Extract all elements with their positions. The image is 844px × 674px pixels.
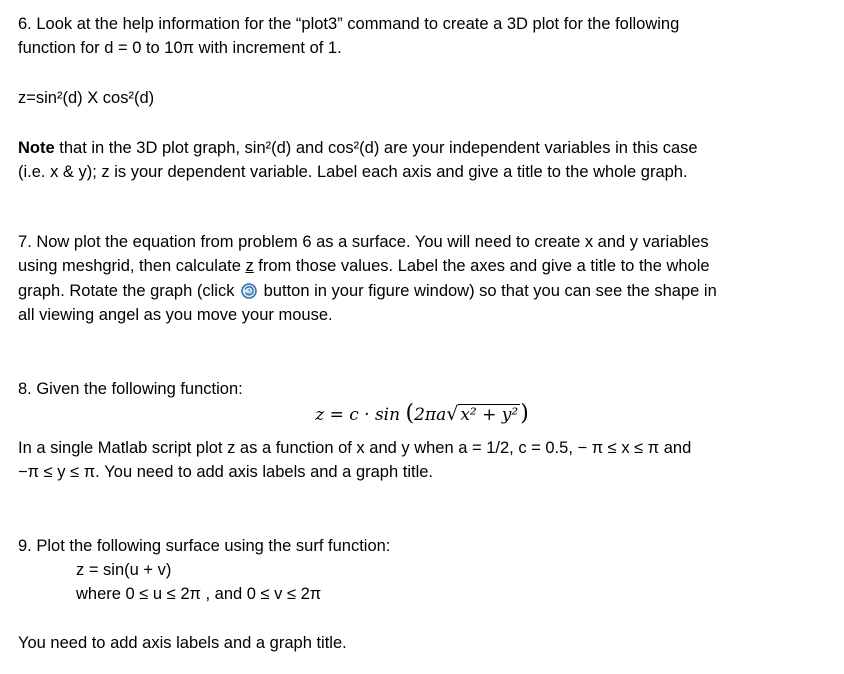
q7-line-3-end: button in your figure window) so that you can see the shape in: [259, 282, 717, 300]
q8-line-2: In a single Matlab script plot z as a function of x and y when a = 1/2, c = 0.5, − π ≤ x ≤ π and: [18, 439, 692, 457]
q7-line-3-start: graph. Rotate the graph (click: [18, 282, 240, 300]
q7-line-1: 7. Now plot the equation from problem 6 as a surface. You will need to create x and y variables: [18, 233, 709, 251]
close-paren: ): [520, 401, 529, 426]
square-root: [446, 402, 520, 427]
q6-note-line-1: [18, 138, 698, 158]
q7-z-variable: z: [245, 257, 254, 275]
q6-note-text: that in the 3D plot graph, sin²(d) and cos²(d) are your independent variables in this case: [54, 139, 698, 157]
q8-line-3: −π ≤ y ≤ π. You need to add axis labels and a graph title.: [18, 463, 433, 481]
q9-line-2: z = sin(u + v): [76, 561, 172, 579]
q6-line-2: function for d = 0 to 10π with increment of 1.: [18, 39, 342, 57]
q9-line-4: You need to add axis labels and a graph title.: [18, 634, 347, 652]
q6-note-label: Note: [18, 139, 55, 157]
q6-line-1: 6. Look at the help information for the “plot3” command to create a 3D plot for the following: [18, 15, 680, 33]
q7-line-3: [18, 281, 717, 301]
radical-sign-icon: √: [446, 403, 459, 425]
q7-line-2: [18, 256, 710, 276]
q8-radicand: x² + y²: [460, 405, 519, 425]
q7-line-2-start: using meshgrid, then calculate: [18, 257, 246, 275]
q9-line-3: where 0 ≤ u ≤ 2π , and 0 ≤ v ≤ 2π: [76, 585, 322, 603]
q7-line-4: all viewing angel as you move your mouse.: [18, 306, 333, 324]
q8-formula-inner: 2πa: [414, 405, 447, 425]
q7-line-2-end: from those values. Label the axes and give a title to the whole: [253, 257, 710, 275]
q8-line-1: 8. Given the following function:: [18, 380, 243, 398]
svg-text:3: 3: [247, 288, 251, 296]
q6-equation: z=sin²(d) X cos²(d): [18, 89, 155, 107]
q6-note-line-2: (i.e. x & y); z is your dependent variable. Label each axis and give a title to the whole graph.: [18, 163, 688, 181]
q8-formula: [0, 402, 844, 427]
open-paren: (: [405, 401, 415, 426]
q9-line-1: 9. Plot the following surface using the surf function:: [18, 537, 391, 555]
q8-formula-lhs: z = c · sin: [315, 405, 401, 425]
rotate-3d-icon: [241, 283, 257, 299]
